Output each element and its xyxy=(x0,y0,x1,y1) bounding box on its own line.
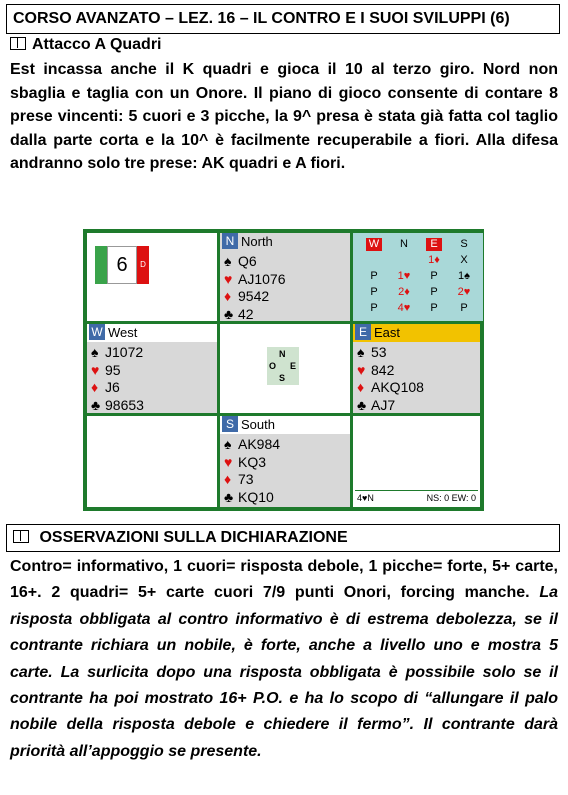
compass-east: E xyxy=(290,361,297,371)
seat-tag-south: S xyxy=(222,416,238,432)
club-icon: ♣ xyxy=(357,396,367,413)
south-spades: AK984 xyxy=(238,436,281,452)
north-plate xyxy=(220,233,350,251)
seat-tag-east: E xyxy=(355,324,371,340)
observations-body xyxy=(10,554,558,765)
spade-icon: ♠ xyxy=(224,436,232,452)
status-bar xyxy=(355,490,478,505)
opening-lead-text: Attacco A Quadri xyxy=(32,36,162,53)
auction-header-north: N xyxy=(400,238,408,250)
west-hand xyxy=(85,322,219,415)
spade-icon: ♠ xyxy=(357,344,365,360)
bid: P xyxy=(370,270,378,282)
heart-icon: ♥ xyxy=(224,270,233,287)
lesson-title xyxy=(6,4,560,34)
bid: P xyxy=(370,286,378,298)
dealer-marker: D xyxy=(137,246,149,284)
west-hearts: 95 xyxy=(105,361,121,378)
empty-cell xyxy=(85,414,219,509)
heart-icon: ♥ xyxy=(224,453,233,470)
compass-icon xyxy=(267,347,299,385)
diamond-icon: ♦ xyxy=(91,379,99,395)
compass-south: S xyxy=(279,373,286,383)
observations-italic: La risposta obbligata al contro informativo è di estrema debolezza, se il contrante richiara un nobile, è forte, anche a livello uno e mostra 5 carte. La surlicita dopo una risposta obbligata è possibile solo se il contrante ha poi mostrato 16+ P.O. e ha lo scopo di “allungare il palo nobile della risposta debole e chiedere il fermo”. Il contrante darà priorità all’appoggio se presente. xyxy=(10,584,558,760)
bid: P xyxy=(430,286,438,298)
north-clubs: 42 xyxy=(238,305,254,322)
east-hearts: 842 xyxy=(371,361,395,378)
north-spades: Q6 xyxy=(238,253,257,269)
score: NS: 0 EW: 0 xyxy=(426,493,476,503)
lesson-title-text: CORSO AVANZATO – LEZ. 16 – IL CONTRO E I SUOI SVILUPPI (6) xyxy=(13,10,510,27)
north-hearts: AJ1076 xyxy=(238,270,286,287)
compass-north: N xyxy=(279,349,286,359)
east-diamonds: AKQ108 xyxy=(371,379,424,395)
east-clubs: AJ7 xyxy=(371,396,396,413)
diamond-icon: ♦ xyxy=(224,471,232,487)
west-name: West xyxy=(108,325,138,340)
club-icon: ♣ xyxy=(224,488,234,505)
bid: 1♥ xyxy=(397,270,411,282)
east-spades: 53 xyxy=(371,344,387,360)
bid: P xyxy=(430,302,438,314)
south-name: South xyxy=(241,417,275,432)
north-name: North xyxy=(241,234,273,249)
bid xyxy=(389,252,419,268)
south-clubs: KQ10 xyxy=(238,488,274,505)
auction-table xyxy=(353,233,483,321)
west-plate xyxy=(87,324,217,342)
club-icon: ♣ xyxy=(91,396,101,413)
diamond-icon: ♦ xyxy=(224,288,232,304)
observations-heading xyxy=(6,524,560,552)
result-cell xyxy=(351,414,482,509)
north-hand xyxy=(218,231,352,323)
play-commentary: Est incassa anche il K quadri e gioca il 10 al terzo giro. Nord non sbaglia e taglia con un Onore. Il piano di gioco consente di contare 8 prese vincenti: 5 cuori e 3 picche, la 9^ presa è stata già fatta col taglio dalla parte corta e la 10^ è facilmente recuperabile a fiori. Alla difesa andranno solo tre prese: AK quadri e A fiori. xyxy=(10,61,558,173)
south-plate xyxy=(220,416,350,434)
book-icon xyxy=(10,37,26,50)
south-hearts: KQ3 xyxy=(238,453,267,470)
spade-icon: ♠ xyxy=(224,253,232,269)
spade-icon: ♠ xyxy=(91,344,99,360)
auction-cell xyxy=(351,231,482,323)
south-diamonds: 73 xyxy=(238,471,254,487)
bid: 2♥ xyxy=(457,286,471,298)
north-diamonds: 9542 xyxy=(238,288,270,304)
contract: 4♥N xyxy=(357,493,374,503)
bid: 2♦ xyxy=(398,286,410,298)
east-hand xyxy=(351,322,482,415)
east-plate xyxy=(353,324,480,342)
heart-icon: ♥ xyxy=(91,361,100,378)
opening-lead xyxy=(10,36,162,54)
east-name: East xyxy=(374,325,401,340)
diamond-icon: ♦ xyxy=(357,379,365,395)
west-diamonds: J6 xyxy=(105,379,120,395)
auction-header-west: W xyxy=(366,238,382,251)
auction-header-east: E xyxy=(426,238,442,251)
board-number: 6 xyxy=(107,246,137,284)
club-icon: ♣ xyxy=(224,305,234,322)
board-number-cell xyxy=(85,231,219,323)
bid: X xyxy=(460,254,468,266)
seat-tag-north: N xyxy=(222,233,238,249)
bid: 1♦ xyxy=(428,254,440,266)
heart-icon: ♥ xyxy=(357,361,366,378)
bridge-board xyxy=(83,229,484,511)
west-spades: J1072 xyxy=(105,344,144,360)
seat-tag-west: W xyxy=(89,324,105,340)
board-number-card xyxy=(95,246,149,284)
bid: 1♠ xyxy=(458,270,470,282)
west-clubs: 98653 xyxy=(105,396,144,413)
bid: 4♥ xyxy=(397,302,411,314)
auction-header-south: S xyxy=(460,238,468,250)
bid: P xyxy=(460,302,468,314)
bid: P xyxy=(430,270,438,282)
observations-plain: Contro= informativo, 1 cuori= risposta debole, 1 picche= forte, 5+ carte, 16+. 2 quadri= 5+ carte cuori 7/9 punti Onori, forcing manche. xyxy=(10,558,558,602)
vulnerability-left-bar xyxy=(95,246,107,284)
observations-heading-text: OSSERVAZIONI SULLA DICHIARAZIONE xyxy=(39,529,348,546)
south-hand xyxy=(218,414,352,509)
book-icon xyxy=(13,530,29,543)
bid xyxy=(359,252,389,268)
table-center xyxy=(218,322,352,415)
compass-west: O xyxy=(269,361,277,371)
bid: P xyxy=(370,302,378,314)
